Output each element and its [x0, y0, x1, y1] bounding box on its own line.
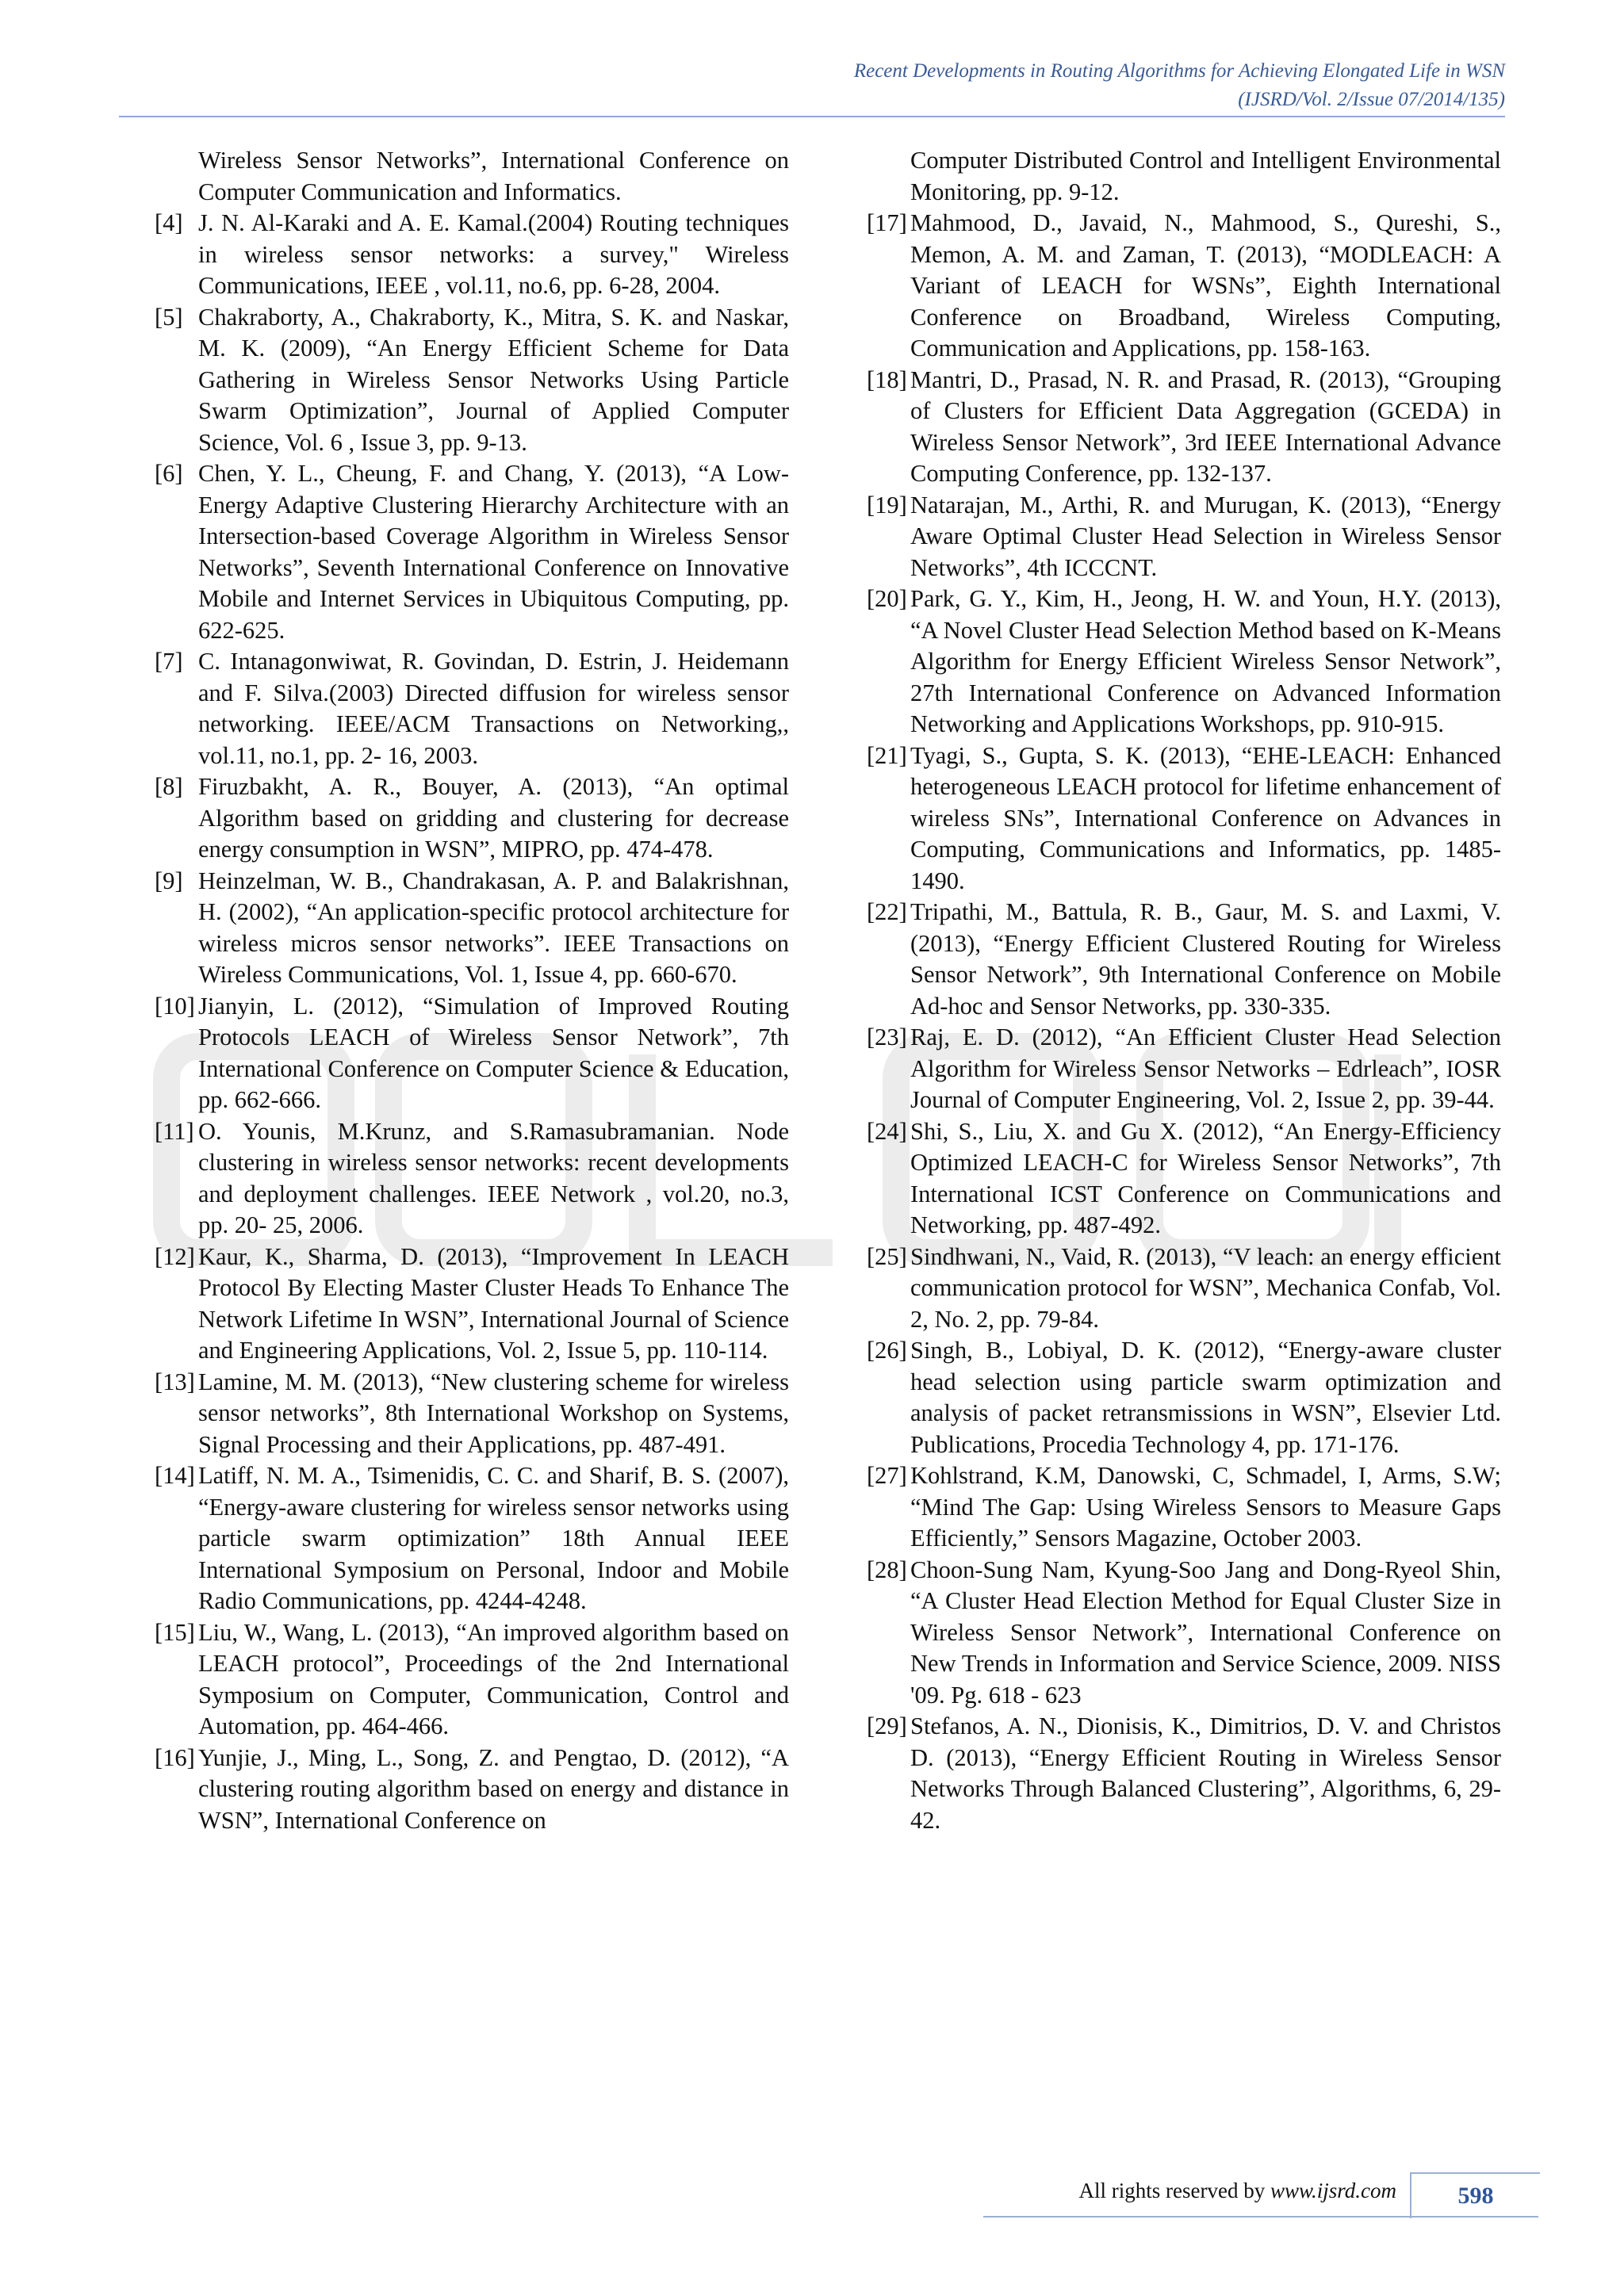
reference-text: C. Intanagonwiwat, R. Govindan, D. Estrin, J. Heidemann and F. Silva.(2003) Directed diffusion for wireless sensor networking. IEEE/ACM Transactions on Networking,, vol.11, no.1, pp. 2- 16, 2003. [198, 648, 789, 769]
reference-item [155, 458, 789, 646]
reference-item [155, 771, 789, 866]
reference-number: [27] [867, 1462, 907, 1489]
reference-item [867, 1460, 1501, 1555]
reference-number: [23] [867, 1024, 907, 1050]
reference-item [155, 866, 789, 991]
reference-text: Choon-Sung Nam, Kyung-Soo Jang and Dong-Ryeol Shin, “A Cluster Head Election Method for Equal Cluster Size in Wireless Sensor Network”, International Conference on New Trends in Information and Service Science, 2009. NISS '09. Pg. 618 - 623 [910, 1556, 1501, 1709]
reference-item [155, 302, 789, 459]
reference-item [867, 208, 1501, 365]
reference-number: [24] [867, 1117, 907, 1145]
header-title: Recent Developments in Routing Algorithms for Achieving Elongated Life in WSN [853, 60, 1505, 82]
reference-item [155, 1242, 789, 1367]
reference-number: [28] [867, 1556, 907, 1583]
header-rule [119, 116, 1505, 117]
reference-number: [14] [155, 1462, 195, 1489]
reference-number: [15] [155, 1618, 195, 1646]
reference-item [155, 1460, 789, 1617]
reference-item [155, 991, 789, 1116]
reference-item [155, 1367, 789, 1461]
running-header [157, 57, 1505, 114]
footer-rights [1079, 2179, 1396, 2203]
reference-item [155, 145, 789, 208]
reference-item [155, 208, 789, 302]
reference-number: [8] [155, 773, 183, 800]
reference-item [867, 897, 1501, 1022]
reference-text: Kohlstrand, K.M, Danowski, C, Schmadel, I, Arms, S.W; “Mind The Gap: Using Wireless Sensors to Measure Gaps Efficiently,” Sensors Magazine, October 2003. [910, 1462, 1501, 1552]
reference-item [867, 1022, 1501, 1116]
reference-text: Latiff, N. M. A., Tsimenidis, C. C. and Sharif, B. S. (2007), “Energy-aware clustering for wireless sensor networks using particle swarm optimization” 18th Annual IEEE International Symposium on Personal, Indoor and Mobile Radio Communications, pp. 4244-4248. [198, 1462, 789, 1614]
reference-number: [12] [155, 1242, 195, 1270]
reference-number: [4] [155, 209, 183, 236]
reference-text: Stefanos, A. N., Dionisis, K., Dimitrios, D. V. and Christos D. (2013), “Energy Efficient Routing in Wireless Sensor Networks Through Balanced Clustering”, Algorithms, 6, 29-42. [910, 1712, 1501, 1834]
reference-number: [18] [867, 365, 907, 393]
reference-text: Tripathi, M., Battula, R. B., Gaur, M. S. and Laxmi, V. (2013), “Energy Efficient Clustered Routing for Wireless Sensor Network”, 9th International Conference on Mobile Ad-hoc and Sensor Networks, pp. 330-335. [910, 898, 1501, 1020]
reference-item [867, 1711, 1501, 1836]
reference-number: [9] [155, 867, 183, 894]
reference-number: [26] [867, 1337, 907, 1364]
reference-item [867, 145, 1501, 208]
reference-text: Kaur, K., Sharma, D. (2013), “Improvement In LEACH Protocol By Electing Master Cluster Heads To Enhance The Network Lifetime In WSN”, International Journal of Science and Engineering Applications, Vol. 2, Issue 5, pp. 110-114. [198, 1242, 789, 1364]
reference-item [867, 584, 1501, 740]
footer-rights-label: All rights reserved by [1078, 2179, 1266, 2202]
reference-number: [17] [867, 209, 907, 236]
reference-item [867, 1242, 1501, 1336]
reference-number: [7] [155, 648, 183, 675]
reference-text: Shi, S., Liu, X. and Gu X. (2012), “An Energy-Efficiency Optimized LEACH-C for Wireless Sensor Networks”, 7th International ICST Conference on Communications and Networking, pp. 487-492. [910, 1117, 1501, 1238]
reference-item [867, 740, 1501, 897]
reference-text: Sindhwani, N., Vaid, R. (2013), “V leach: an energy efficient communication protocol for WSN”, Mechanica Confab, Vol. 2, No. 2, pp. 79-84. [910, 1242, 1501, 1333]
reference-number: [19] [867, 491, 907, 519]
page-number: 598 [1410, 2172, 1540, 2218]
reference-item [867, 1116, 1501, 1242]
reference-text: Wireless Sensor Networks”, International Conference on Computer Communication and Informatics. [198, 147, 789, 205]
reference-number: [11] [155, 1117, 194, 1145]
references-left-column [155, 145, 789, 1836]
reference-text: Yunjie, J., Ming, L., Song, Z. and Pengtao, D. (2012), “A clustering routing algorithm based on energy and distance in WSN”, International Conference on [198, 1743, 789, 1834]
reference-number: [21] [867, 741, 907, 769]
reference-item [155, 646, 789, 771]
reference-text: Chakraborty, A., Chakraborty, K., Mitra, S. K. and Naskar, M. K. (2009), “An Energy Efficient Scheme for Data Gathering in Wireless Sensor Networks Using Particle Swarm Optimization”, Journal of Applied Computer Science, Vol. 6 , Issue 3, pp. 9-13. [198, 303, 789, 456]
reference-number: [10] [155, 992, 195, 1020]
reference-number: [16] [155, 1743, 195, 1771]
reference-item [155, 1743, 789, 1837]
reference-item [867, 490, 1501, 584]
reference-number: [5] [155, 303, 183, 331]
reference-text: Singh, B., Lobiyal, D. K. (2012), “Energy-aware cluster head selection using particle swarm optimization and analysis of packet retransmissions in WSN”, Elsevier Ltd. Publications, Procedia Technology 4, pp. 171-176. [910, 1337, 1501, 1458]
reference-item [867, 365, 1501, 490]
reference-text: Mahmood, D., Javaid, N., Mahmood, S., Qureshi, S., Memon, A. M. and Zaman, T. (2013), “MODLEACH: A Variant of LEACH for WSNs”, Eighth International Conference on Broadband, Wireless Computing, Communication and Applications, pp. 158-163. [910, 209, 1501, 362]
reference-text: Jianyin, L. (2012), “Simulation of Improved Routing Protocols LEACH of Wireless Sensor Network”, 7th International Conference on Computer Science & Education, pp. 662-666. [198, 992, 789, 1113]
reference-text: Computer Distributed Control and Intelligent Environmental Monitoring, pp. 9-12. [910, 147, 1501, 205]
reference-text: O. Younis, M.Krunz, and S.Ramasubramanian. Node clustering in wireless sensor networks: recent developments and deployment challenges. IEEE Network , vol.20, no.3, pp. 20- 25, 2006. [198, 1117, 789, 1238]
reference-text: Heinzelman, W. B., Chandrakasan, A. P. and Balakrishnan, H. (2002), “An application-specific protocol architecture for wireless micros sensor networks”. IEEE Transactions on Wireless Communications, Vol. 1, Issue 4, pp. 660-670. [198, 867, 789, 988]
header-journal: (IJSRD/Vol. 2/Issue 07/2014/135) [1238, 89, 1505, 110]
reference-number: [13] [155, 1368, 195, 1395]
footer-site-link[interactable]: www.ijsrd.com [1270, 2179, 1396, 2202]
reference-item [867, 1555, 1501, 1712]
reference-number: [22] [867, 898, 907, 925]
reference-text: J. N. Al-Karaki and A. E. Kamal.(2004) Routing techniques in wireless sensor networks: a survey," Wireless Communications, IEEE , vol.11, no.6, pp. 6-28, 2004. [198, 209, 789, 299]
reference-text: Lamine, M. M. (2013), “New clustering scheme for wireless sensor networks”, 8th International Workshop on Systems, Signal Processing and their Applications, pp. 487-491. [198, 1368, 789, 1458]
reference-item [867, 1335, 1501, 1460]
reference-text: Tyagi, S., Gupta, S. K. (2013), “EHE-LEACH: Enhanced heterogeneous LEACH protocol for lifetime enhancement of wireless SNs”, International Conference on Advances in Computing, Communications and Informatics, pp. 1485-1490. [910, 741, 1501, 894]
references-right-column [867, 145, 1501, 1836]
reference-text: Park, G. Y., Kim, H., Jeong, H. W. and Youn, H.Y. (2013), “A Novel Cluster Head Selection Method based on K-Means Algorithm for Energy Efficient Wireless Sensor Network”, 27th International Conference on Advanced Information Networking and Applications Workshops, pp. 910-915. [910, 585, 1501, 737]
reference-number: [29] [867, 1712, 907, 1739]
reference-text: Firuzbakht, A. R., Bouyer, A. (2013), “An optimal Algorithm based on gridding and clustering for decrease energy consumption in WSN”, MIPRO, pp. 474-478. [198, 773, 789, 863]
reference-text: Liu, W., Wang, L. (2013), “An improved algorithm based on LEACH protocol”, Proceedings of the 2nd International Symposium on Computer, Communication, Control and Automation, pp. 464-466. [198, 1618, 789, 1739]
reference-item [155, 1617, 789, 1743]
reference-number: [6] [155, 460, 183, 487]
reference-text: Chen, Y. L., Cheung, F. and Chang, Y. (2013), “A Low-Energy Adaptive Clustering Hierarchy Architecture with an Intersection-based Coverage Algorithm in Wireless Sensor Networks”, Seventh International Conference on Innovative Mobile and Internet Services in Ubiquitous Computing, pp. 622-625. [198, 460, 789, 644]
reference-number: [25] [867, 1242, 907, 1270]
reference-text: Mantri, D., Prasad, N. R. and Prasad, R. (2013), “Grouping of Clusters for Efficient Data Aggregation (GCEDA) in Wireless Sensor Network”, 3rd IEEE International Advance Computing Conference, pp. 132-137. [910, 365, 1501, 487]
reference-item [155, 1116, 789, 1242]
reference-text: Raj, E. D. (2012), “An Efficient Cluster Head Selection Algorithm for Wireless Sensor Networks – Edrleach”, IOSR Journal of Computer Engineering, Vol. 2, Issue 2, pp. 39-44. [910, 1024, 1501, 1113]
reference-text: Natarajan, M., Arthi, R. and Murugan, K. (2013), “Energy Aware Optimal Cluster Head Selection in Wireless Sensor Networks”, 4th ICCCNT. [910, 491, 1501, 581]
reference-number: [20] [867, 585, 907, 612]
